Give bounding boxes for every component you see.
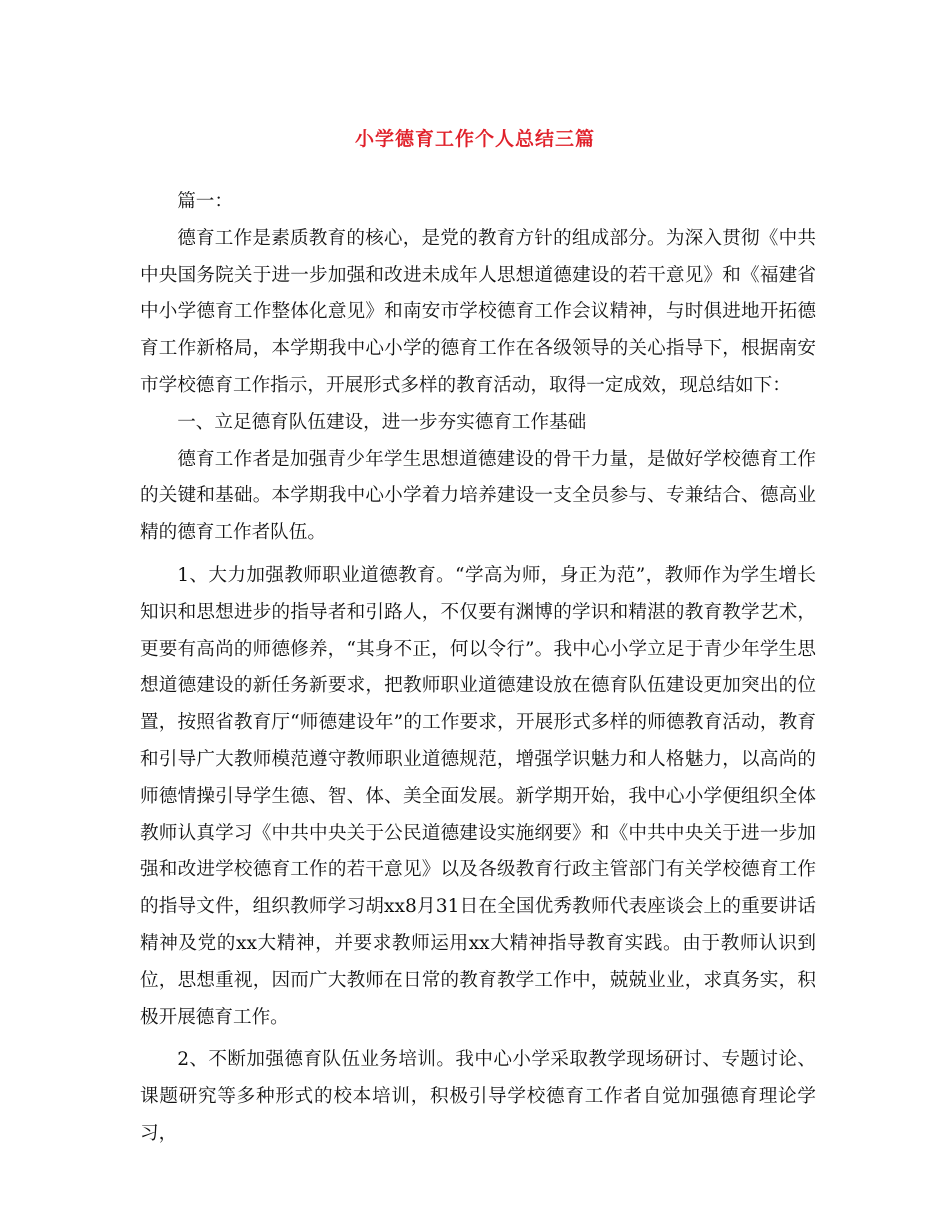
section-heading-one: 一、立足德育队伍建设，进一步夯实德育工作基础 [177,411,587,433]
document-title: 小学德育工作个人总结三篇 [354,128,595,150]
section-heading-part-one: 篇一： [177,191,233,212]
document-body [140,184,816,1153]
intro-paragraph: 德育工作是素质教育的核心，是党的教育方针的组成部分。为深入贯彻《中共中央国务院关于进一步加强和改进未成年人思想道德建设的若干意见》和《福建省中小学德育工作整体化意见》和南安市学校德育工作会议精神，与时俱进地开拓德育工作新格局，本学期我中心小学的德育工作在各级领导的关心指导下，根据南安市学校德育工作指示，开展形式多样的教育活动，取得一定成效，现总结如下： [140,227,816,396]
body-paragraph-item-2: 2、不断加强德育队伍业务培训。我中心小学采取教学现场研讨、专题讨论、课题研究等多种形式的校本培训，积极引导学校德育工作者自觉加强德育理论学习， [140,1049,816,1144]
body-paragraph-team: 德育工作者是加强青少年学生思想道德建设的骨干力量，是做好学校德育工作的关键和基础。本学期我中心小学着力培养建设一支全员参与、专兼结合、德高业精的德育工作者队伍。 [140,448,816,544]
body-paragraph-item-1: 1、大力加强教师职业道德教育。“学高为师，身正为范”，教师作为学生增长知识和思想进步的指导者和引路人，不仅要有渊博的学识和精湛的教育教学艺术，更要有高尚的师德修养，“其身不正，何以令行”。我中心小学立足于青少年学生思想道德建设的新任务新要求，把教师职业道德建设放在德育队伍建设更加突出的位置，按照省教育厅“师德建设年”的工作要求，开展形式多样的师德教育活动，教育和引导广大教师模范遵守教师职业道德规范，增强学识魅力和人格魅力，以高尚的师德情操引导学生德、智、体、美全面发展。新学期开始，我中心小学便组织全体教师认真学习《中共中央关于公民道德建设实施纲要》和《中共中央关于进一步加强和改进学校德育工作的若干意见》以及各级教育行政主管部门有关学校德育工作的指导文件，组织教师学习胡xx8月31日在全国优秀教师代表座谈会上的重要讲话精神及党的xx大精神，并要求教师运用xx大精神指导教育实践。由于教师认识到位，思想重视，因而广大教师在日常的教育教学工作中，兢兢业业，求真务实，积极开展德育工作。 [140,564,816,1028]
